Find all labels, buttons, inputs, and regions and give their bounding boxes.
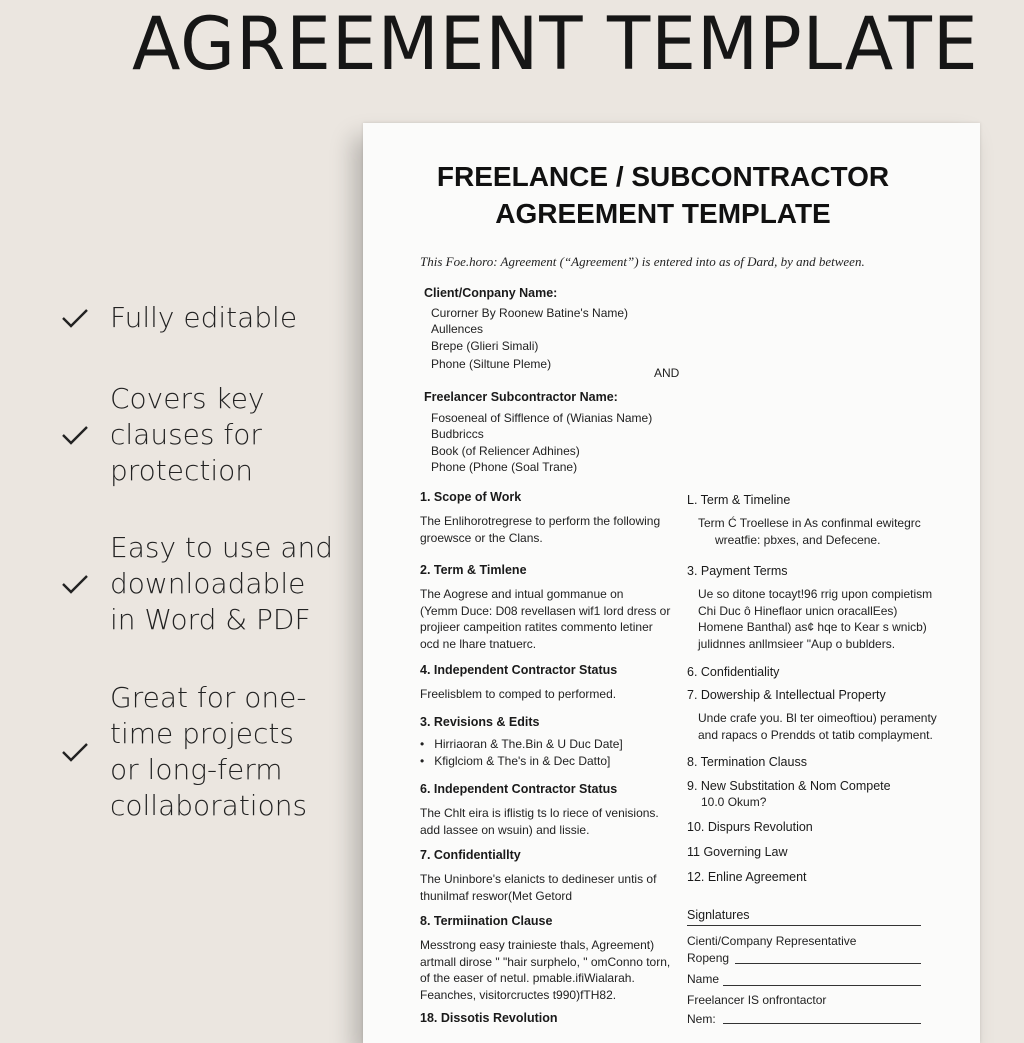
clause-heading: 1. Scope of Work [420,490,522,504]
feature-text: time projects [110,717,294,750]
clause-text: Unde crafe you. Bl ter oimeoftiou) peramenty [698,711,937,725]
clause-text: Homene Banthal) as¢ hqe to Kear s wnicb) [698,620,927,634]
feature-text: protection [110,454,254,487]
sig-label: Ropeng [687,951,730,965]
clause-text: groewsce or the Clans. [420,530,543,545]
clause-text: ocd ne lhare tnatuerc. [420,636,537,651]
doc-title-line-2: AGREEMENT TEMPLATE [495,198,831,229]
check-icon [60,737,90,767]
clause-text: Ue so ditone tocayt!96 rrig upon compietism [698,587,933,601]
clause-text: The Uninbore's elanicts to dedineser untis of [420,872,657,886]
bullet-icon: • [420,753,435,768]
clause-text: wreatfie: pbxes, and Defecene. [715,532,881,547]
clause-heading: 4. Independent Contractor Status [420,663,618,677]
clause-text: 10.0 Okum? [701,795,767,809]
clause-text: The Chlt eira is iflistig ts lo riece of venisions. [420,806,659,820]
clause-text: Chi Duc ô Hineflaor unicn oracallEes) [698,603,898,618]
bullet-text: Hirriaoran & The.Bin & U Duc Date] [434,737,623,751]
signatures-heading: Signlatures [687,908,921,926]
freelancer-line: Fosoeneal of Sifflence of (Wianias Name) [431,411,653,425]
clause-text: artmall dirose " "hair surphelo, " omConno torn, [420,954,671,969]
client-line: Curorner By Roonew Batine's Name) [431,306,629,320]
check-icon [60,303,90,333]
feature-text: Covers key [110,382,265,415]
feature-text: clauses for [110,418,262,451]
feature-text: collaborations [110,789,308,822]
freelancer-sig-label: Freelancer IS onfrontactor [687,993,827,1007]
signature-line[interactable] [735,963,921,964]
clause-heading: 9. New Substitation & Nom Compete [687,779,891,793]
clause-text: and rapacs o Prendds ot tatib complayment. [698,727,933,742]
clause-text: of the easer of netul. pmable.ifiWialarah. [420,971,635,985]
bullet-text: Kfiglciom & The's in & Dec Datto] [434,753,611,768]
clause-text: Term Ć Troellese in As confinmal ewitegrc [698,516,921,530]
doc-title-line-1: FREELANCE / SUBCONTRACTOR [436,161,890,192]
clause-heading: 11 Governing Law [687,845,788,859]
clause-heading: 18. Dissotis Revolution [420,1011,558,1025]
client-line: Phone (Siltune Pleme) [431,357,552,371]
clause-text: Messtrong easy trainieste thals, Agreement) [420,938,655,952]
check-icon [60,420,90,450]
client-heading: Client/Conpany Name: [424,286,558,300]
clause-text: add lassee on wsuin) and lissie. [420,822,590,837]
clause-heading: 7. Confidentiallty [420,848,521,862]
freelancer-line: Phone (Phone (Soal Trane) [431,460,578,474]
freelancer-line: Budbriccs [431,427,484,441]
freelancer-heading: Freelancer Subcontractor Name: [424,390,618,404]
clause-heading: 6. Independent Contractor Status [420,782,618,796]
clause-heading: 6. Confidentiality [687,665,780,679]
feature-text: downloadable [110,567,306,600]
feature-text: Great for one- [110,681,307,714]
clause-text: thunilmaf reswor(Met Getord [420,888,573,903]
hero-title: AGREEMENT TEMPLATE [132,2,979,87]
clause-text: (Yemm Duce: D08 revellasen wif1 lord dress or [420,603,671,618]
and-separator: AND [654,366,680,380]
document-page [363,123,980,1043]
check-icon [60,569,90,599]
clause-text: Freelisblem to comped to performed. [420,687,617,701]
doc-intro: This Foe.horo: Agreement (“Agreement”) is entered into as of Dard, by and between. [420,254,865,269]
clause-heading: 8. Termiination Clause [420,914,553,928]
feature-text: in Word & PDF [110,603,311,636]
bullet-icon: • [420,737,435,751]
feature-text: or long-ferm [110,753,283,786]
name-label: Name [687,972,720,986]
client-rep-label: Cienti/Company Representative [687,934,857,948]
clause-text: The Enlihorotregrese to perform the following [420,514,661,528]
clause-text: Feanches, visitorcructes t990)fTH82. [420,987,617,1002]
client-line: Aullences [431,322,484,336]
clause-heading: L. Term & Timeline [687,493,791,507]
client-line: Brepe (Glieri Simali) [431,339,539,353]
clause-bullet [420,737,623,751]
clause-heading: 8. Termination Clauss [687,755,807,769]
feature-text: Easy to use and [110,531,334,564]
freelancer-line: Book (of Reliencer Adhines) [431,444,580,458]
clause-heading: 3. Payment Terms [687,564,788,578]
clause-text: julidnnes anllmsieer "Aup o bublders. [698,636,896,651]
clause-heading: 7. Dowership & Intellectual Property [687,688,886,702]
clause-text: The Aogrese and intual gommanue on [420,587,624,601]
clause-text: projieer campeition ratites commento letiner [420,620,653,634]
freelancer-name-label: Nem: [687,1012,716,1026]
clause-heading: 12. Enline Agreement [687,870,807,884]
name-line[interactable] [723,985,921,986]
clause-bullet [420,754,610,768]
clause-heading: 10. Dispurs Revolution [687,820,813,834]
feature-text: Fully editable [110,301,298,334]
clause-heading: 2. Term & Timlene [420,563,527,577]
clause-heading: 3. Revisions & Edits [420,715,540,729]
